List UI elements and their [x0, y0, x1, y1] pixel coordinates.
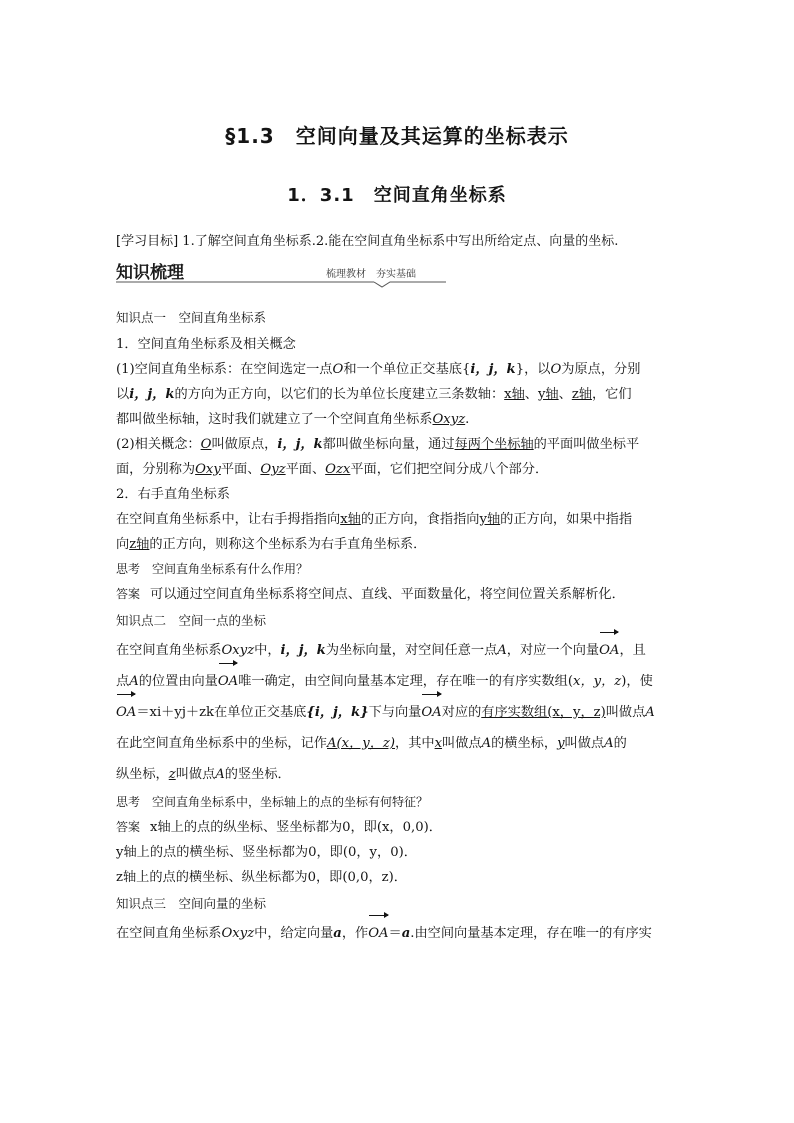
basis-vectors: i，j，k — [129, 387, 175, 402]
text: 平面，它们把空间分成八个部分． — [350, 462, 549, 477]
fill-blank-answer: z轴 — [129, 537, 150, 552]
text: ，且 — [619, 643, 646, 658]
text: . — [465, 412, 470, 427]
answer-text: x轴上的点的纵坐标、竖坐标都为0，即(x，0,0)． — [150, 820, 442, 835]
fill-blank-answer: x轴 — [504, 387, 525, 402]
kp2-think-question: 思考 空间直角坐标系中，坐标轴上的点的坐标有何特征？ — [116, 795, 429, 809]
text: Oxyz — [221, 926, 255, 941]
text: 叫做原点， — [211, 437, 278, 452]
text: 的横坐标， — [491, 736, 558, 751]
kp1-answer — [116, 582, 681, 607]
answer-text: 可以通过空间直角坐标系将空间点、直线、平面数量化，将空间位置关系解析化． — [150, 587, 625, 602]
kp1-item2-title: 2．右手直角坐标系 — [116, 487, 230, 502]
text: A — [645, 705, 655, 720]
text: }，以 — [515, 362, 551, 377]
answer-label: 答案 — [116, 587, 141, 601]
text: .由空间向量基本定理，存在唯一的有序实 — [410, 926, 652, 941]
text: 的位置由向量 — [138, 674, 218, 689]
vector-a: a — [401, 926, 411, 941]
section-title: §1.3 空间向量及其运算的坐标表示 — [225, 124, 569, 148]
text: 以 — [116, 387, 130, 402]
text: 、 — [524, 387, 538, 402]
text: 为坐标向量，对空间任意一点 — [325, 643, 498, 658]
objectives-label: [学习目标] — [116, 234, 179, 249]
basis-vectors: i，j，k — [470, 362, 516, 377]
text: ，对应一个向量 — [506, 643, 600, 658]
text: 在空间直角坐标系中，让右手拇指指向 — [116, 512, 341, 527]
text: ，作 — [341, 926, 369, 941]
fill-blank-answer: O — [200, 437, 212, 452]
fill-blank-answer: z轴 — [571, 387, 592, 402]
text: 的正方向，则称这个坐标系为右手直角坐标系． — [149, 537, 427, 552]
text: 叫做点 — [442, 736, 482, 751]
kp1-item1-title: 1．空间直角坐标系及相关概念 — [116, 337, 296, 352]
fill-blank-answer: y — [557, 736, 565, 751]
fill-blank-answer: Oxy — [195, 462, 221, 477]
text: A — [481, 736, 492, 751]
text: 平面、 — [220, 462, 261, 477]
text: 对应的 — [441, 705, 482, 720]
text: ，它们 — [591, 387, 632, 402]
vector-OA: OA — [421, 697, 441, 728]
basis-vectors: i，j，k — [277, 437, 323, 452]
text: 下与向量 — [368, 705, 422, 720]
text: 的平面叫做坐标平 — [533, 437, 640, 452]
kp2-heading: 知识点二 空间一点的坐标 — [116, 613, 267, 628]
kp1-paragraph-3 — [116, 507, 681, 557]
kp3-heading: 知识点三 空间向量的坐标 — [116, 896, 267, 911]
text: 叫做点 — [605, 705, 646, 720]
text: A — [129, 674, 139, 689]
text: 中，给定向量 — [254, 926, 334, 941]
text: )，使 — [621, 674, 653, 689]
basis-vectors: i，j，k — [280, 643, 326, 658]
answer-label: 答案 — [116, 820, 141, 834]
kp2-answer — [116, 815, 681, 840]
kp1-heading: 知识点一 空间直角坐标系 — [116, 310, 267, 325]
fill-blank-answer: y轴 — [479, 512, 501, 527]
fill-blank-answer: z — [168, 767, 176, 782]
text: 中， — [254, 643, 281, 658]
kp1-paragraph-2 — [116, 432, 681, 482]
text: ，其中 — [395, 736, 435, 751]
kp2-paragraph — [116, 635, 681, 790]
text: 叫做点 — [175, 767, 216, 782]
text: 面，分别称为 — [116, 462, 196, 477]
fill-blank-answer: A(x，y，z) — [327, 736, 396, 751]
text: ＝xi＋yj＋zk在单位正交基底 — [136, 705, 307, 720]
text: A — [497, 643, 507, 658]
text: ＝ — [388, 926, 402, 941]
text: 唯一确定，由空间向量基本定理，存在唯一的有序实数组( — [238, 674, 574, 689]
text: 的正方向，如果中指指 — [500, 512, 633, 527]
text: x，y，z — [573, 674, 622, 689]
knowledge-banner — [116, 258, 446, 288]
text: 向 — [116, 537, 130, 552]
text: 的方向为正方向，以它们的长为单位长度建立三条数轴： — [174, 387, 505, 402]
objectives-text: 1.了解空间直角坐标系.2.能在空间直角坐标系中写出所给定点、向量的坐标. — [182, 234, 619, 249]
fill-blank-answer: 有序实数组(x，y，z) — [481, 705, 606, 720]
vector-OA: OA — [218, 666, 238, 697]
text: 的竖坐标． — [224, 767, 291, 782]
fill-blank-answer: 每两个坐标轴 — [454, 437, 534, 452]
text: O — [550, 362, 562, 377]
text: 为原点，分别 — [561, 362, 641, 377]
text: 、 — [558, 387, 572, 402]
text: (2)相关概念： — [116, 437, 201, 452]
fill-blank-answer: Oxyz — [432, 412, 466, 427]
text: 点 — [116, 674, 130, 689]
text: Oxyz — [221, 643, 255, 658]
fill-blank-answer: y轴 — [537, 387, 559, 402]
text: O — [332, 362, 344, 377]
text: A — [604, 736, 614, 751]
text: 在空间直角坐标系 — [116, 926, 222, 941]
learning-objectives — [116, 230, 696, 249]
kp3-paragraph — [116, 918, 681, 949]
kp1-think-question: 思考 空间直角坐标系有什么作用？ — [116, 562, 309, 576]
text: (1)空间直角坐标系：在空间选定一点 — [116, 362, 333, 377]
text: 都叫做坐标轴，这时我们就建立了一个空间直角坐标系 — [116, 412, 433, 427]
text: 纵坐标， — [116, 767, 169, 782]
banner-subtitle: 梳理教材 夯实基础 — [326, 269, 416, 280]
banner-title: 知识梳理 — [116, 263, 184, 283]
vector-a: a — [333, 926, 342, 941]
subsection-title: 1．3.1 空间直角坐标系 — [287, 185, 507, 206]
text: 在空间直角坐标系 — [116, 643, 222, 658]
text: 平面、 — [285, 462, 326, 477]
text: 叫做点 — [564, 736, 605, 751]
text: 都叫做坐标向量，通过 — [322, 437, 455, 452]
kp2-answer-line-2: y轴上的点的横坐标、竖坐标都为0，即(0，y，0)． — [116, 845, 417, 860]
text: 的 — [613, 736, 627, 751]
vector-OA: OA — [599, 635, 619, 666]
vector-OA: OA — [116, 697, 136, 728]
text: 的正方向，食指指向 — [360, 512, 480, 527]
text: A — [215, 767, 225, 782]
vector-OA: OA — [368, 918, 388, 949]
basis-vectors: {i，j，k} — [306, 705, 369, 720]
fill-blank-answer: x — [434, 736, 443, 751]
fill-blank-answer: Oyz — [260, 462, 286, 477]
kp1-paragraph-1 — [116, 357, 681, 432]
text: 在此空间直角坐标系中的坐标，记作 — [116, 736, 327, 751]
fill-blank-answer: x轴 — [340, 512, 361, 527]
main-content — [116, 304, 681, 949]
text: 和一个单位正交基底{ — [343, 362, 471, 377]
kp2-answer-line-3: z轴上的点的横坐标、纵坐标都为0，即(0,0，z)． — [116, 870, 407, 885]
fill-blank-answer: Ozx — [325, 462, 351, 477]
